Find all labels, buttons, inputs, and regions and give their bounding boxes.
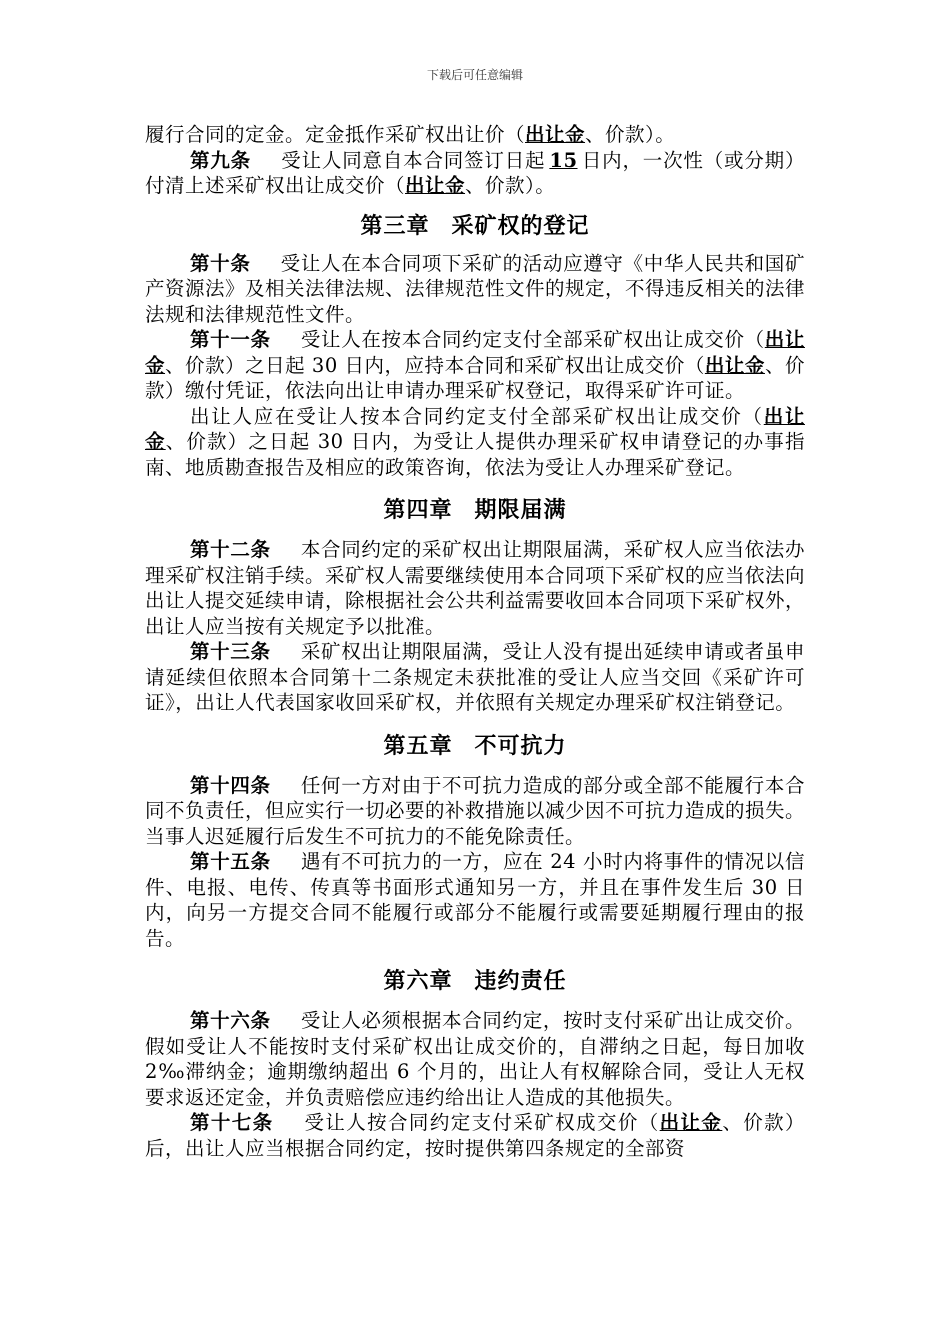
article-label: 第十三条 [190,640,271,663]
document-body [145,122,805,1161]
article-label: 第十条 [190,251,251,275]
paragraph-deposit-tail [145,122,805,148]
text-run: 受让人同意自本合同签订日起 [280,148,546,172]
article-text: 本合同约定的采矿权出让期限届满，采矿权人应当依法办理采矿权注销手续。采矿权人需要继续使用本合同项下采矿权的应当依法向出让人提交延续申请，除根据社会公共利益需要收回本合同项下采矿权外，出让人应当按有关规定予以批准。 [145,538,806,638]
article-text: 受让人在本合同项下采矿的活动应遵守《中华人民共和国矿产资源法》及相关法律法规、法律规范性文件的规定，不得违反相关的法律法规和法律规范性文件。 [145,251,806,326]
chapter-title: 采矿权的登记 [451,212,590,239]
article-17 [145,1110,805,1161]
text-run: 履行合同的定金。定金抵作采矿权出让价（ [145,123,526,146]
article-label: 第十七条 [190,1111,274,1134]
page-header: 下载后可任意编辑 [426,68,523,82]
chapter-title: 不可抗力 [474,732,567,759]
article-label: 第九条 [190,148,251,172]
article-label: 第十五条 [190,850,271,873]
article-9 [145,148,805,199]
article-label: 第十一条 [190,328,271,351]
text-run: 、价款）。 [465,174,556,197]
article-text: 遇有不可抗力的一方，应在 24 小时内将事件的情况以信件、电报、电传、传真等书面形式通知另一方，并且在事件发生后 30 日内，向另一方提交合同不能履行或部分不能履行或需要延期履行理由的报告。 [145,850,805,950]
emphasis-chuangjin: 出让金 [525,123,586,146]
chapter-title: 违约责任 [474,968,567,994]
chapter-number: 第六章 [383,968,453,994]
article-label: 第十六条 [190,1009,271,1032]
text-run: 出让人应在受让人按本合同约定支付全部采矿权出让成交价（ [190,404,764,428]
article-text: 受让人必须根据本合同约定，按时支付采矿出让成交价。假如受让人不能按时支付采矿权出让成交价的，自滞纳之日起，每日加收 2‰滞纳金；逾期缴纳超出 6 个月的，出让人有权解除合同，受让人无权要求返还定金，并负责赔偿应违约给出让人造成的其他损失。 [145,1009,805,1109]
chapter-number: 第四章 [383,497,453,523]
chapter-number: 第三章 [360,212,430,239]
article-text: 任何一方对由于不可抗力造成的部分或全部不能履行本合同不负责任，但应实行一切必要的补救措施以减少因不可抗力造成的损失。当事人迟延履行后发生不可抗力的不能免除责任。 [145,773,806,848]
article-16 [145,1008,805,1110]
text-run: 受让人按合同约定支付采矿权成交价（ [303,1111,660,1134]
emphasis-chuangjin: 出让金 [145,328,805,377]
article-13 [145,639,805,716]
article-label: 第十四条 [190,773,271,797]
text-run: 受让人在按本合同约定支付全部采矿权出让成交价（ [300,328,765,351]
text-run: 、价款）。 [585,123,676,146]
text-run: 、价款）之日起 30 日内，为受让人提供办理采矿权申请登记的办事指南、地质勘查报告及相应的政策咨询，依法为受让人办理采矿登记。 [145,430,805,479]
text-run: 、价款）之日起 30 日内，应持本合同和采矿权出让成交价（ [165,353,705,377]
chapter-6-heading [145,964,805,995]
article-14 [145,773,805,850]
emphasis-chuangjin: 出让金 [405,174,466,197]
days-value: 15 [549,148,578,172]
chapter-5-heading [145,729,805,760]
text-run: 日内，一次性（或分期）付清上述采矿权出让成交价（ [145,148,805,197]
emphasis-chuangjin: 出让金 [145,404,805,453]
chapter-3-heading [145,209,805,240]
chapter-4-heading [145,493,805,524]
article-15 [145,849,805,951]
chapter-title: 期限届满 [474,497,567,523]
emphasis-chuangjin: 出让金 [659,1111,723,1134]
article-text: 采矿权出让期限届满，受让人没有提出延续申请或者虽申请延续但依照本合同第十二条规定未获批准的受让人应当交回《采矿许可证》，出让人代表国家收回采矿权，并依照有关规定办理采矿权注销登记。 [145,640,805,714]
article-12 [145,537,805,639]
emphasis-chuangjin: 出让金 [704,353,765,377]
chapter-number: 第五章 [383,732,453,759]
text-run: 、价款）缴付凭证，依法向出让申请办理采矿权登记，取得采矿许可证。 [145,353,805,402]
text-run: 、价款）后，出让人应当根据合同约定，按时提供第四条规定的全部资 [145,1111,805,1160]
paragraph-seller-duty [145,404,805,481]
article-11 [145,327,805,404]
article-10 [145,251,805,328]
article-label: 第十二条 [190,538,271,561]
